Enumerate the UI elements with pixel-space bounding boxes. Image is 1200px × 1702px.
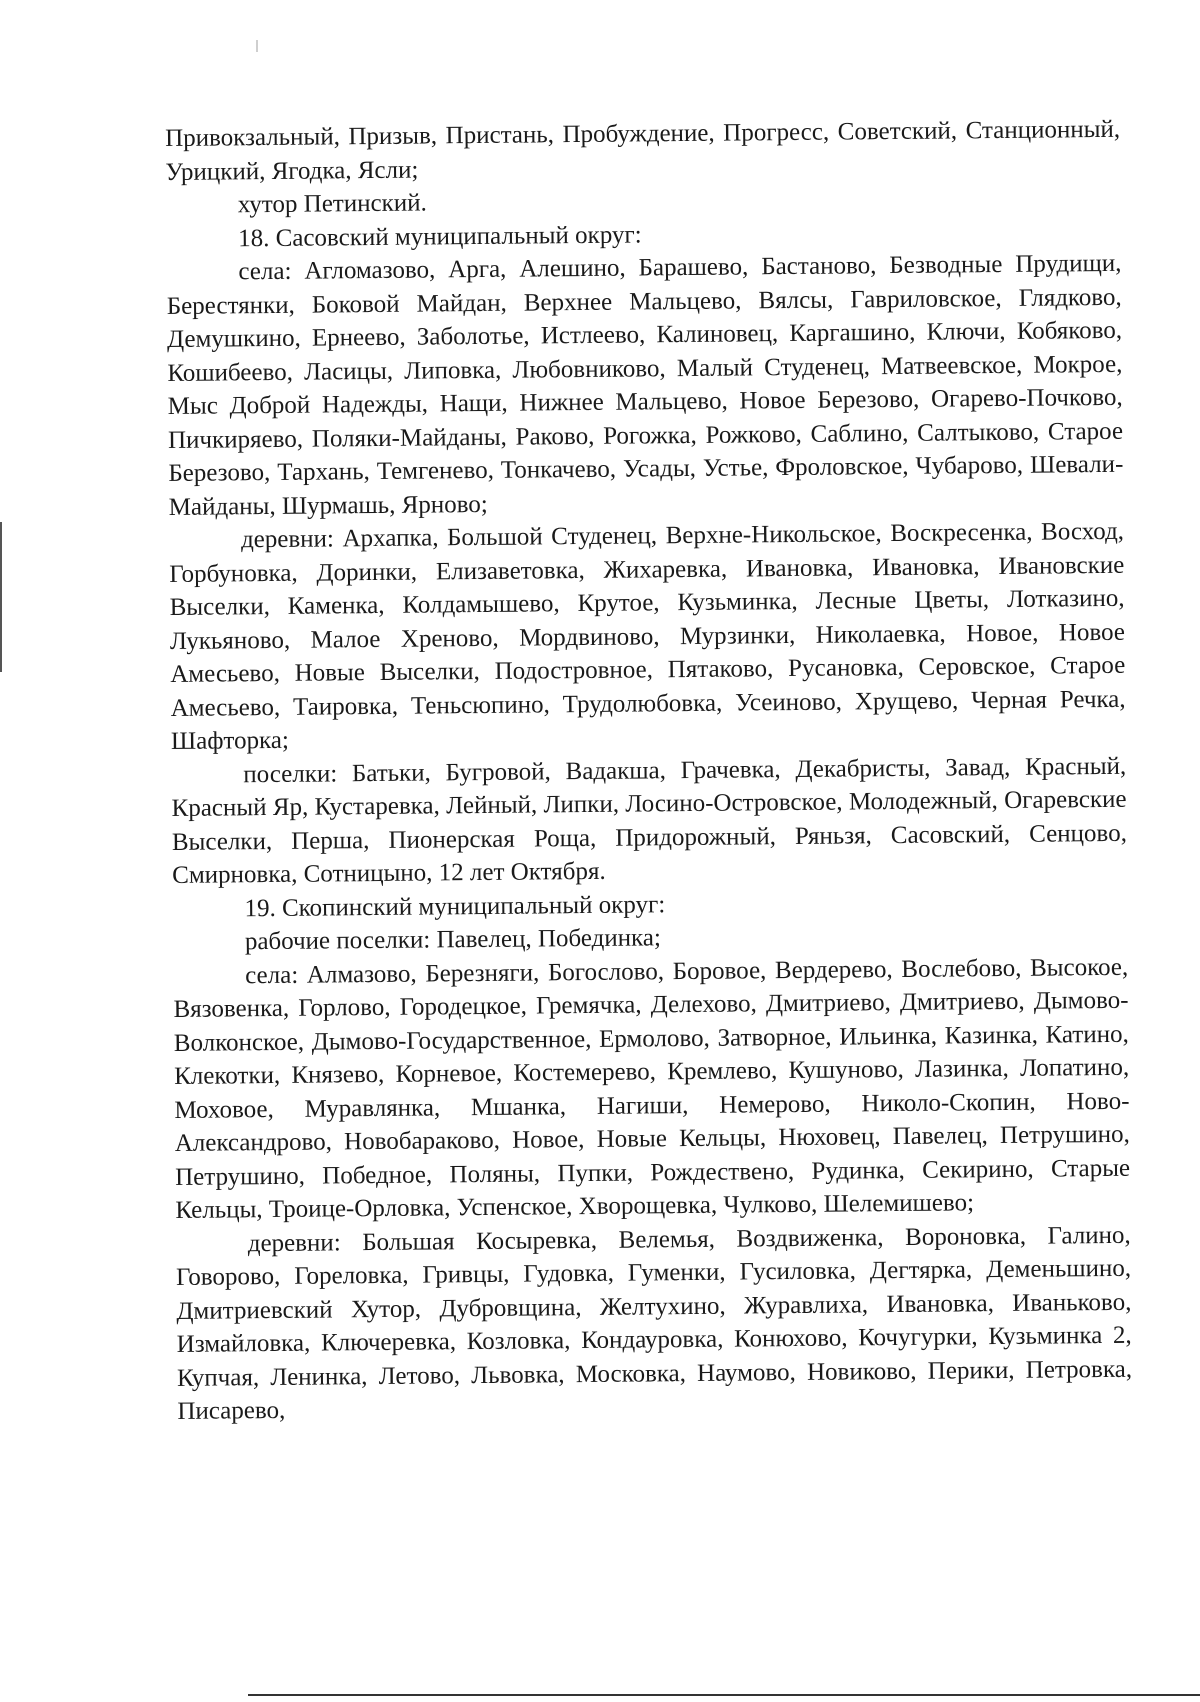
paragraph-khutor: хутор Петинский. xyxy=(237,189,427,219)
paragraph-skopinsky-work-settlements: рабочие поселки: Павелец, Побединка; xyxy=(244,924,661,956)
paragraph-skopinsky-villages: села: Алмазово, Березняги, Богослово, Боровое, Вердерево, Вослебово, Высокое, Вязовенка, Горлово, Городецкое, Гремячка, Делехово, Дмитриево, Дмитриево, Дымово-Волконское, Дымово-Государственное, Ермолово, Затворное, Ильинка, Казинка, Катино, Клекотки, Князево, Корневое, Костемерево, Кремлево, Кушуново, Лазинка, Лопатино, Моховое, Муравлянка, Мшанка, Нагиши, Немерово, Николо-Скопин, Ново-Александрово, Новобараково, Новое, Новые Кельцы, Нюховец, Павелец, Петрушино, Петрушино, Победное, Поляны, Пупки, Рождествено, Рудинка, Секирино, Старые Кельцы, Троице-Орловка, Успенское, Хворощевка, Чулково, Шелемишево; xyxy=(173,953,1131,1224)
paragraph-localities-continued: Привокзальный, Призыв, Пристань, Пробуждение, Прогресс, Советский, Станционный, Урицкий, Ягодка, Ясли; xyxy=(165,115,1121,186)
heading-sasovsky-district: 18. Сасовский муниципальный округ: xyxy=(237,220,642,252)
paragraph-sasovsky-villages: села: Агломазово, Арга, Алешино, Барашево, Бастаново, Безводные Прудищи, Берестянки, Боковой Майдан, Верхнее Мальцево, Вялсы, Гавриловское, Глядково, Демушкино, Ернеево, Заболотье, Истлеево, Калиновец, Каргашино, Ключи, Кобяково, Кошибеево, Ласицы, Липовка, Любовниково, Малый Студенец, Матвеевское, Мокрое, Мыс Доброй Надежды, Нащи, Нижнее Мальцево, Новое Березово, Огарево-Почково, Пичкиряево, Поляки-Майданы, Раково, Рогожка, Рожково, Саблино, Салтыково, Старое Березово, Тархань, Темгенево, Тонкачево, Усады, Устье, Фроловское, Чубарово, Шевали-Майданы, Шурмашь, Ярново; xyxy=(166,249,1124,521)
paragraph-sasovsky-hamlets: деревни: Архапка, Большой Студенец, Верхне-Никольское, Воскресенка, Восход, Горбуновка, Доринки, Елизаветовка, Жихаревка, Ивановка, Ивановка, Ивановские Выселки, Каменка, Колдамышево, Крутое, Кузьминка, Лесные Цветы, Лотказино, Лукьяново, Малое Хреново, Мордвиново, Мурзинки, Николаевка, Новое, Новое Амесьево, Новые Выселки, Подостровное, Пятаково, Русановка, Серовское, Старое Амесьево, Таировка, Теньсюпино, Трудолюбовка, Усеиново, Хрущево, Черная Речка, Шафторка; xyxy=(169,517,1126,755)
heading-skopinsky-district: 19. Скопинский муниципальный округ: xyxy=(244,890,666,922)
scan-artifact xyxy=(256,40,258,52)
paragraph-sasovsky-settlements: поселки: Батьки, Бугровой, Вадакша, Грачевка, Декабристы, Завад, Красный, Красный Яр, Кустаревка, Лейный, Липки, Лосино-Островское, Молодежный, Огаревские Выселки, Перша, Пионерская Роща, Придорожный, Ряньзя, Сасовский, Сенцово, Смирновка, Сотницыно, 12 лет Октября. xyxy=(171,752,1127,889)
document-body xyxy=(165,113,1132,1429)
scan-edge-mark xyxy=(0,522,2,672)
paragraph-skopinsky-hamlets: деревни: Большая Косыревка, Велемья, Воздвиженка, Вороновка, Галино, Говорово, Гореловка, Гривцы, Гудовка, Гуменки, Гусиловка, Дегтярка, Деменьшино, Дмитриевский Хутор, Дубровщина, Желтухино, Журавлиха, Ивановка, Иваньково, Измайловка, Ключеревка, Козловка, Кондауровка, Конюхово, Кочугурки, Кузьминка 2, Купчая, Ленинка, Летово, Львовка, Московка, Наумово, Новиково, Перики, Петровка, Писарево, xyxy=(175,1221,1133,1425)
scan-bottom-edge xyxy=(248,1694,1200,1696)
